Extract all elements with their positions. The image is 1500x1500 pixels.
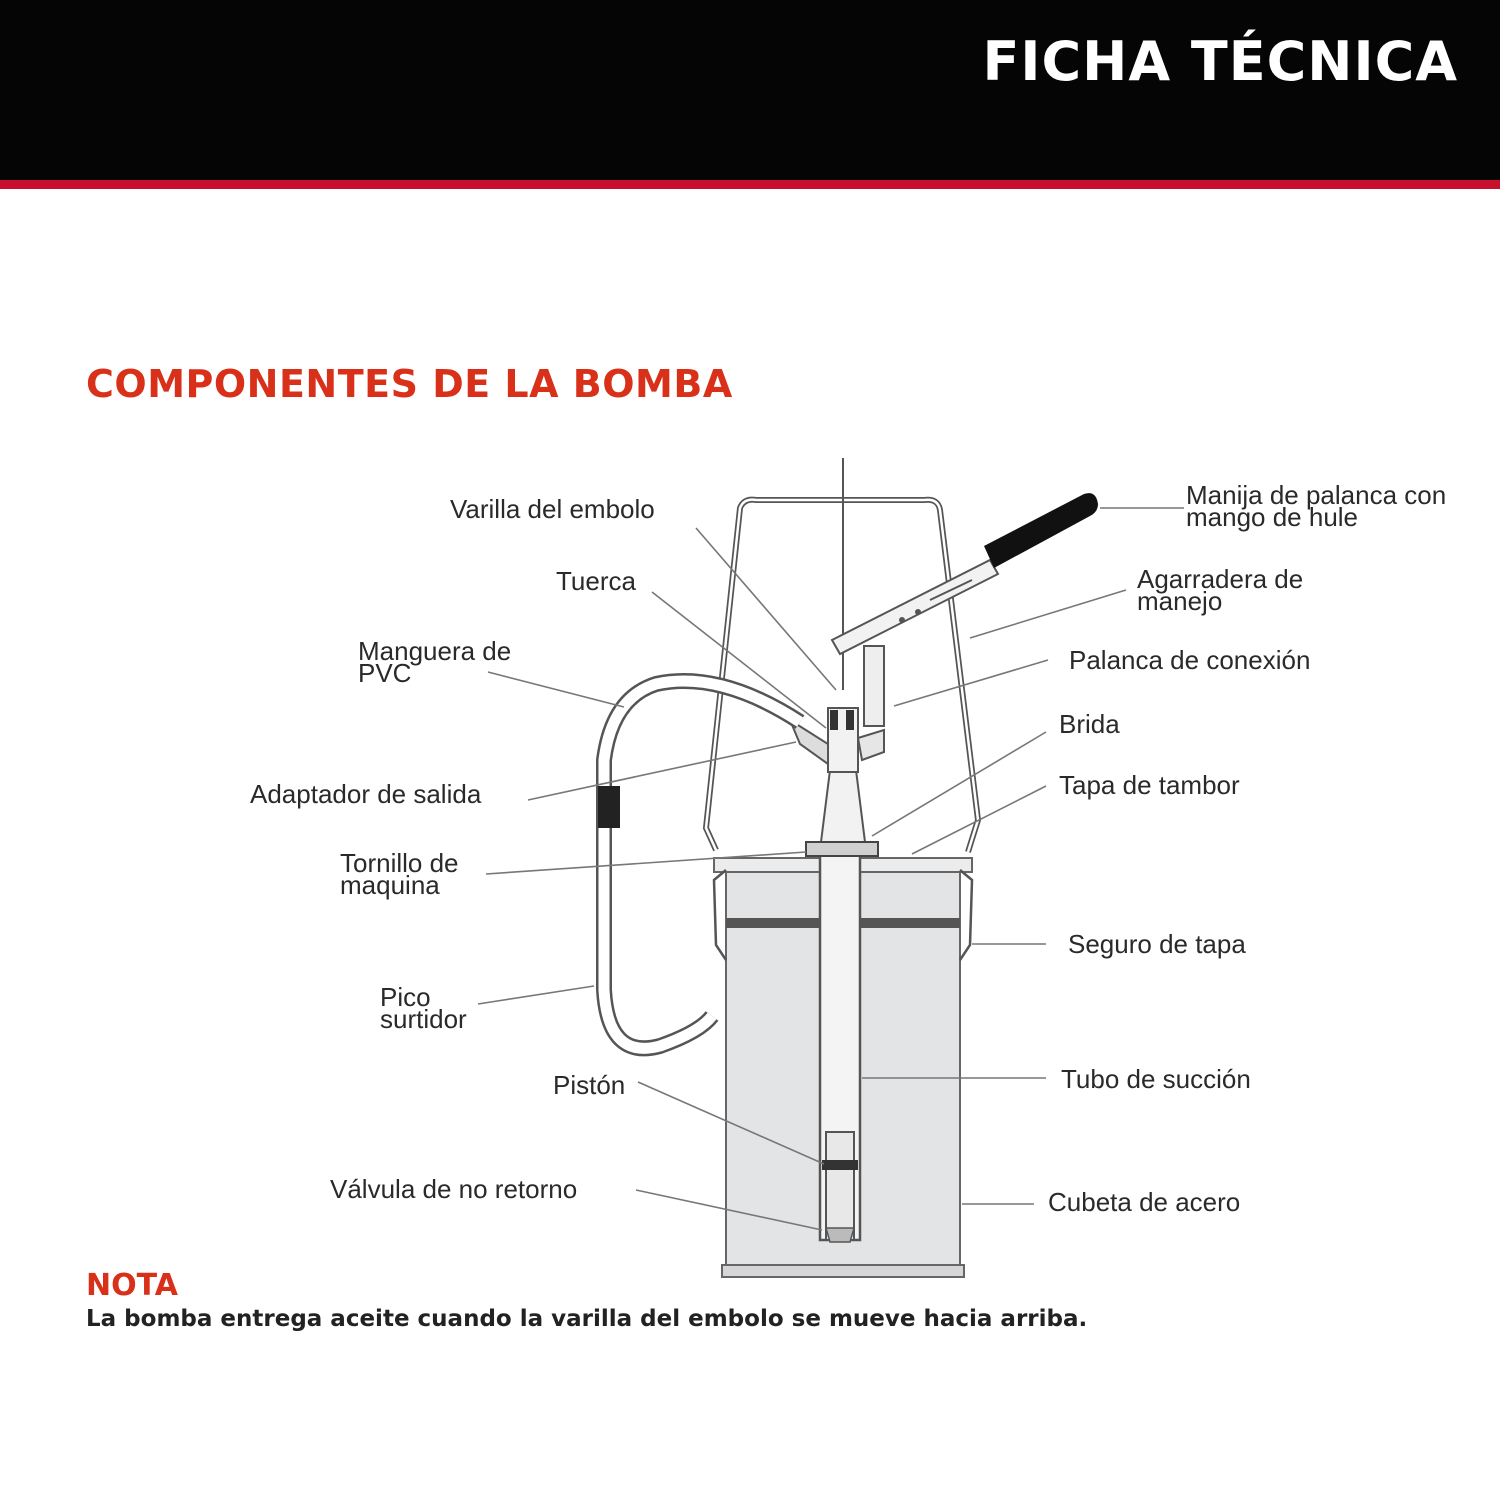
- note-title: NOTA: [86, 1268, 178, 1303]
- label-adaptador: Adaptador de salida: [250, 779, 482, 809]
- note-text: La bomba entrega aceite cuando la varilla del embolo se mueve hacia arriba.: [86, 1306, 1088, 1332]
- label-tuerca: Tuerca: [556, 566, 636, 596]
- label-palanca: Palanca de conexión: [1069, 645, 1311, 675]
- label-brida: Brida: [1059, 709, 1120, 739]
- page-title: FICHA TÉCNICA: [982, 30, 1458, 93]
- label-seguro: Seguro de tapa: [1068, 929, 1246, 959]
- label-manija: Manija de palanca con mango de hule: [1186, 480, 1447, 532]
- label-manguera: Manguera de PVC: [358, 636, 512, 688]
- label-varilla: Varilla del embolo: [450, 494, 655, 524]
- section-title: COMPONENTES DE LA BOMBA: [86, 362, 733, 406]
- label-piston: Pistón: [553, 1070, 626, 1100]
- label-agarradera: Agarradera de manejo: [1137, 564, 1304, 616]
- label-tornillo: Tornillo de maquina: [340, 848, 459, 900]
- label-cubeta: Cubeta de acero: [1048, 1187, 1241, 1217]
- label-tapa: Tapa de tambor: [1059, 770, 1240, 800]
- label-pico: Pico surtidor: [380, 982, 467, 1034]
- pump-body: [790, 646, 884, 856]
- lever-handle: [832, 493, 1098, 654]
- suction-tube: [820, 848, 860, 1242]
- label-valvula: Válvula de no retorno: [330, 1174, 578, 1204]
- label-tubo: Tubo de succión: [1061, 1064, 1251, 1094]
